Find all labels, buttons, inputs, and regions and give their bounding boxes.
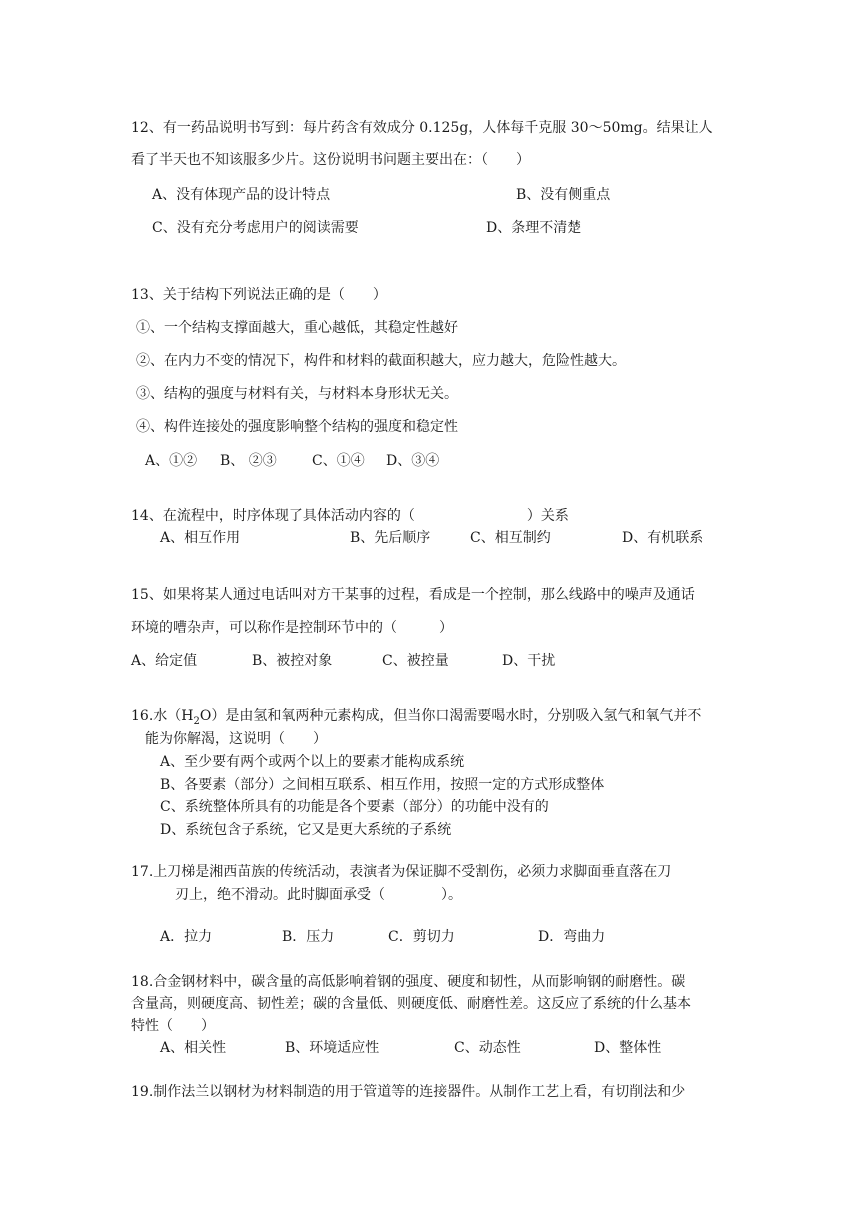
q13-option-a: A、①② xyxy=(145,453,198,469)
q16-subscript: 2 xyxy=(193,715,200,727)
q16-option-c: C、系统整体所具有的功能是各个要素（部分）的功能中没有的 xyxy=(160,799,549,815)
q16-option-b: B、各要素（部分）之间相互联系、相互作用，按照一定的方式形成整体 xyxy=(160,777,605,793)
q14-stem: 14、在流程中，时序体现了具体活动内容的（ ）关系 xyxy=(131,508,569,524)
q19-stem-line1: 19.制作法兰以钢材为材料制造的用于管道等的连接器件。从制作工艺上看，有切削法和少 xyxy=(131,1084,686,1100)
q13-statement-1: ①、一个结构支撑面越大，重心越低，其稳定性越好 xyxy=(136,320,458,336)
q17-stem-line1: 17.上刀梯是湘西苗族的传统活动，表演者为保证脚不受割伤，必须力求脚面垂直落在刀 xyxy=(131,864,672,880)
q13-option-b: B、 ②③ xyxy=(220,453,277,469)
q15-option-d: D、干扰 xyxy=(502,653,556,669)
q17-stem-line2: 刃上，绝不滑动。此时脚面承受（ ）。 xyxy=(175,887,462,903)
q13-option-c: C、①④ xyxy=(312,453,365,469)
q16-stem-line2: 能为你解渴，这说明（ ） xyxy=(145,731,327,747)
q16-stem-post: O）是由氢和氧两种元素构成，但当你口渴需要喝水时，分别吸入氢气和氧气并不 xyxy=(199,708,702,724)
q13-statement-2: ②、在内力不变的情况下，构件和材料的截面积越大，应力越大，危险性越大。 xyxy=(136,353,626,369)
q16-option-d: D、系统包含子系统，它又是更大系统的子系统 xyxy=(160,822,452,838)
q18-stem-line2: 含量高，则硬度高、韧性差；碳的含量低、则硬度低、耐磨性差。这反应了系统的什么基本 xyxy=(131,996,691,1012)
q17-option-d: D．弯曲力 xyxy=(538,929,606,945)
q18-stem-line1: 18.合金钢材料中，碳含量的高低影响着钢的强度、硬度和韧性，从而影响钢的耐磨性。碳 xyxy=(131,974,686,990)
q15-option-a: A、给定值 xyxy=(131,653,198,669)
q18-stem-line3: 特性（ ） xyxy=(131,1018,215,1034)
q12-option-b: B、没有侧重点 xyxy=(516,187,611,203)
q15-stem-line2: 环境的嘈杂声，可以称作是控制环节中的（ ） xyxy=(131,620,453,636)
q13-statement-3: ③、结构的强度与材料有关，与材料本身形状无关。 xyxy=(136,386,458,402)
q17-option-a: A．拉力 xyxy=(160,929,213,945)
q15-stem-line1: 15、如果将某人通过电话叫对方干某事的过程，看成是一个控制，那么线路中的噪声及通话 xyxy=(131,587,695,603)
q17-option-c: C．剪切力 xyxy=(388,929,455,945)
q15-option-c: C、被控量 xyxy=(382,653,449,669)
q15-option-b: B、被控对象 xyxy=(252,653,333,669)
q12-stem-line2: 看了半天也不知该服多少片。这份说明书问题主要出在：（ ） xyxy=(131,152,530,168)
q16-option-a: A、至少要有两个或两个以上的要素才能构成系统 xyxy=(160,754,465,770)
q14-option-c: C、相互制约 xyxy=(470,530,551,546)
q18-option-a: A、相关性 xyxy=(160,1040,227,1056)
q13-stem: 13、关于结构下列说法正确的是（ ） xyxy=(131,287,387,303)
q18-option-c: C、动态性 xyxy=(454,1040,521,1056)
q12-option-c: C、没有充分考虑用户的阅读需要 xyxy=(152,220,359,236)
q12-option-d: D、条理不清楚 xyxy=(486,220,582,236)
q13-option-d: D、③④ xyxy=(386,453,440,469)
q14-option-a: A、相互作用 xyxy=(160,530,241,546)
q16-stem-line1 xyxy=(131,707,701,731)
q17-option-b: B．压力 xyxy=(282,929,335,945)
q16-stem-pre: 16.水（H xyxy=(131,708,194,724)
q18-option-b: B、环境适应性 xyxy=(285,1040,380,1056)
q13-statement-4: ④、构件连接处的强度影响整个结构的强度和稳定性 xyxy=(136,419,458,435)
q18-option-d: D、整体性 xyxy=(594,1040,662,1056)
q14-option-b: B、先后顺序 xyxy=(350,530,431,546)
q14-option-d: D、有机联系 xyxy=(622,530,704,546)
q12-option-a: A、没有体现产品的设计特点 xyxy=(152,187,331,203)
q12-stem-line1: 12、有一药品说明书写到：每片药含有效成分 0.125g，人体每千克服 30～50mg。结果让人 xyxy=(131,120,713,136)
